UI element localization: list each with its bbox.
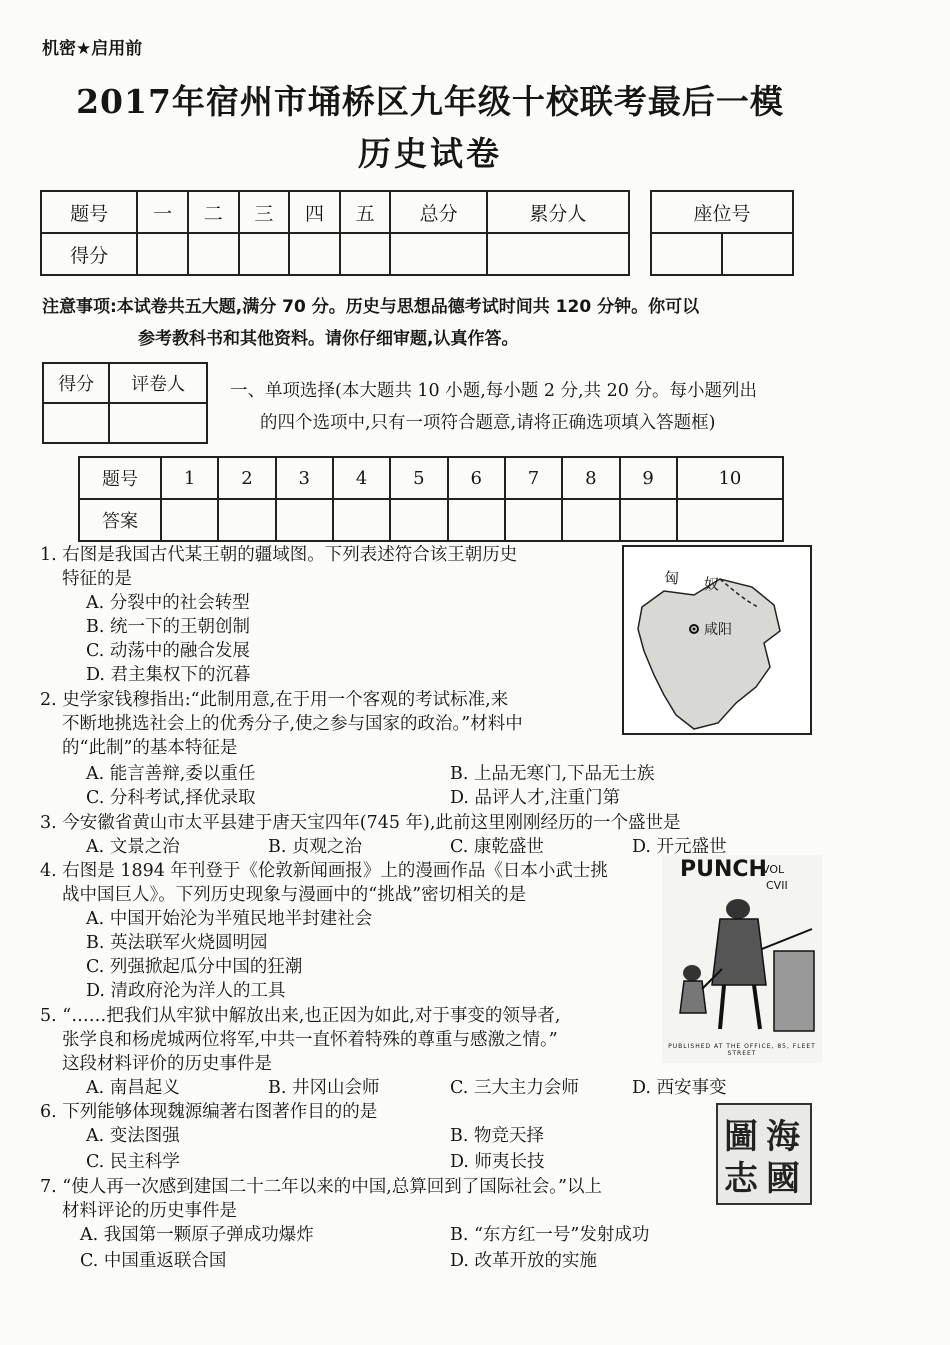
question-stem: 不断地挑选社会上的优秀分子,使之参与国家的政治。”材料中 <box>62 714 523 734</box>
answer-input-cell[interactable] <box>218 499 275 541</box>
option-d[interactable]: D. 师夷长技 <box>450 1152 545 1172</box>
answer-row-label: 题号 <box>79 457 161 499</box>
question-number-cell: 7 <box>505 457 562 499</box>
option-b[interactable]: B. 英法联军火烧圆明园 <box>86 933 268 953</box>
haiguo-tuzhi-seal-figure <box>716 1103 812 1205</box>
question-number-cell: 3 <box>276 457 333 499</box>
option-d[interactable]: D. 君主集权下的沉暮 <box>86 665 251 685</box>
option-c[interactable]: C. 康乾盛世 <box>450 837 544 857</box>
cartoon-cvii: CVII <box>766 879 788 892</box>
score-table-cell: 累分人 <box>487 191 629 233</box>
question-1 <box>40 543 517 687</box>
section-line: 一、单项选择(本大题共 10 小题,每小题 2 分,共 20 分。每小题列出 <box>230 381 757 401</box>
option-d[interactable]: D. 清政府沦为洋人的工具 <box>86 981 286 1001</box>
score-input-cell[interactable] <box>390 233 486 275</box>
confidential-mark: 机密★启用前 <box>42 39 143 59</box>
option-b[interactable]: B. 贞观之治 <box>268 837 362 857</box>
option-b[interactable]: B. 上品无寒门,下品无士族 <box>450 764 655 784</box>
question-stem: 4. 右图是 1894 年刊登于《伦敦新闻画报》上的漫画作品《日本小武士挑 <box>40 861 608 881</box>
section-line: 的四个选项中,只有一项符合题意,请将正确选项填入答题框) <box>260 413 716 433</box>
score-input-cell[interactable] <box>289 233 340 275</box>
score-table-cell: 二 <box>188 191 239 233</box>
option-a[interactable]: A. 中国开始沦为半殖民地半封建社会 <box>86 909 373 929</box>
section-one-title <box>230 375 830 439</box>
answer-row-label: 答案 <box>79 499 161 541</box>
seal-character: 圖 <box>724 1117 758 1157</box>
option-a[interactable]: A. 能言善辩,委以重任 <box>86 764 256 784</box>
seal-character: 海 <box>766 1117 800 1157</box>
question-stem: 5. “……把我们从牢狱中解放出来,也正因为如此,对于事变的领导者, <box>40 1006 561 1026</box>
option-b[interactable]: B. 物竞天择 <box>450 1126 544 1146</box>
question-stem: 6. 下列能够体现魏源编著右图著作目的的是 <box>40 1102 378 1122</box>
answer-input-cell[interactable] <box>677 499 783 541</box>
question-stem: 1. 右图是我国古代某王朝的疆域图。下列表述符合该王朝历史 <box>40 545 518 565</box>
score-input-cell[interactable] <box>239 233 290 275</box>
grader-table <box>42 362 208 444</box>
cartoon-vol: VOL <box>762 863 785 876</box>
question-number-cell: 6 <box>448 457 505 499</box>
grader-score-cell[interactable] <box>43 403 109 443</box>
question-4 <box>40 859 608 1003</box>
territory-map-figure <box>622 545 812 735</box>
question-number-cell: 10 <box>677 457 783 499</box>
score-row-label: 得分 <box>41 233 137 275</box>
option-c[interactable]: C. 动荡中的融合发展 <box>86 641 250 661</box>
question-5 <box>40 1004 560 1076</box>
answer-input-cell[interactable] <box>448 499 505 541</box>
option-b[interactable]: B. 统一下的王朝创制 <box>86 617 250 637</box>
grader-name-cell[interactable] <box>109 403 207 443</box>
seal-character: 志 <box>724 1159 758 1199</box>
question-2 <box>40 688 523 760</box>
option-a[interactable]: A. 我国第一颗原子弹成功爆炸 <box>80 1225 314 1245</box>
question-7 <box>40 1175 602 1223</box>
option-d[interactable]: D. 开元盛世 <box>632 837 727 857</box>
question-stem: 战中国巨人》。下列历史现象与漫画中的“挑战”密切相关的是 <box>62 885 527 905</box>
exam-notice <box>42 291 842 355</box>
question-stem: 张学良和杨虎城两位将军,中共一直怀着特殊的尊重与感激之情。” <box>62 1030 558 1050</box>
answer-table-answer-row <box>79 499 783 541</box>
seat-number-table <box>650 190 794 276</box>
notice-line: 注意事项:本试卷共五大题,满分 70 分。历史与思想品德考试时间共 120 分钟。你可以 <box>42 297 700 317</box>
question-number-cell: 9 <box>620 457 677 499</box>
cartoon-footer: PUBLISHED AT THE OFFICE, 85, FLEET STREET <box>668 1043 816 1057</box>
question-number-cell: 5 <box>390 457 447 499</box>
option-b[interactable]: B. 井冈山会师 <box>268 1078 380 1098</box>
score-table-cell: 一 <box>137 191 188 233</box>
seat-number-cell[interactable] <box>651 233 722 275</box>
answer-input-cell[interactable] <box>161 499 218 541</box>
grader-score-label: 得分 <box>43 363 109 403</box>
question-stem: 材料评论的历史事件是 <box>62 1201 237 1221</box>
score-input-cell[interactable] <box>340 233 391 275</box>
answer-input-cell[interactable] <box>505 499 562 541</box>
option-d[interactable]: D. 西安事变 <box>632 1078 727 1098</box>
score-table <box>40 190 630 276</box>
option-a[interactable]: A. 分裂中的社会转型 <box>86 593 250 613</box>
seal-character: 國 <box>766 1159 800 1199</box>
option-c[interactable]: C. 民主科学 <box>86 1152 180 1172</box>
answer-input-cell[interactable] <box>333 499 390 541</box>
question-stem: 7. “使人再一次感到建国二十二年以来的中国,总算回到了国际社会。”以上 <box>40 1177 602 1197</box>
answer-input-cell[interactable] <box>620 499 677 541</box>
question-number-cell: 2 <box>218 457 275 499</box>
question-stem: 2. 史学家钱穆指出:“此制用意,在于用一个客观的考试标准,来 <box>40 690 509 710</box>
question-6 <box>40 1100 377 1124</box>
score-input-cell[interactable] <box>188 233 239 275</box>
option-d[interactable]: D. 品评人才,注重门第 <box>450 788 621 808</box>
score-input-cell[interactable] <box>137 233 188 275</box>
option-a[interactable]: A. 变法图强 <box>86 1126 180 1146</box>
punch-cartoon-figure <box>662 855 822 1063</box>
score-table-cell: 三 <box>239 191 290 233</box>
option-d[interactable]: D. 改革开放的实施 <box>450 1251 598 1271</box>
score-input-cell[interactable] <box>487 233 629 275</box>
score-table-score-row <box>41 233 629 275</box>
answer-table-number-row <box>79 457 783 499</box>
map-label-xianyang: 咸阳 <box>704 622 732 638</box>
notice-line: 参考教科书和其他资料。请你仔细审题,认真作答。 <box>138 329 519 349</box>
grader-name-label: 评卷人 <box>109 363 207 403</box>
score-table-cell: 四 <box>289 191 340 233</box>
question-stem: 这段材料评价的历史事件是 <box>62 1054 272 1074</box>
score-table-cell: 总分 <box>390 191 486 233</box>
score-table-cell: 五 <box>340 191 391 233</box>
option-c[interactable]: C. 列强掀起瓜分中国的狂潮 <box>86 957 303 977</box>
answer-input-cell[interactable] <box>390 499 447 541</box>
seat-number-cell[interactable] <box>722 233 793 275</box>
cartoon-title: PUNCH <box>680 857 767 882</box>
answer-input-cell[interactable] <box>562 499 619 541</box>
seat-number-label: 座位号 <box>651 191 793 233</box>
option-a[interactable]: A. 文景之治 <box>86 837 180 857</box>
question-stem: 特征的是 <box>62 569 132 589</box>
answer-input-cell[interactable] <box>276 499 333 541</box>
option-b[interactable]: B. “东方红一号”发射成功 <box>450 1225 650 1245</box>
score-table-cell: 题号 <box>41 191 137 233</box>
question-stem: 的“此制”的基本特征是 <box>62 738 238 758</box>
question-number-cell: 1 <box>161 457 218 499</box>
exam-subject: 历史试卷 <box>358 134 502 173</box>
cartoon-illustration <box>662 889 822 1039</box>
option-c[interactable]: C. 三大主力会师 <box>450 1078 579 1098</box>
score-table-header-row <box>41 191 629 233</box>
option-a[interactable]: A. 南昌起义 <box>86 1078 180 1098</box>
option-c[interactable]: C. 中国重返联合国 <box>80 1251 227 1271</box>
question-number-cell: 4 <box>333 457 390 499</box>
answer-table <box>78 456 784 542</box>
map-label-xiongnu-2: 奴 <box>704 575 720 593</box>
map-label-xiongnu-1: 匈 <box>664 569 680 587</box>
question-3 <box>40 811 680 835</box>
question-stem: 3. 今安徽省黄山市太平县建于唐天宝四年(745 年),此前这里刚刚经历的一个盛世是 <box>40 813 681 833</box>
question-number-cell: 8 <box>562 457 619 499</box>
option-c[interactable]: C. 分科考试,择优录取 <box>86 788 256 808</box>
exam-title: 2017年宿州市埇桥区九年级十校联考最后一模 <box>76 82 784 121</box>
